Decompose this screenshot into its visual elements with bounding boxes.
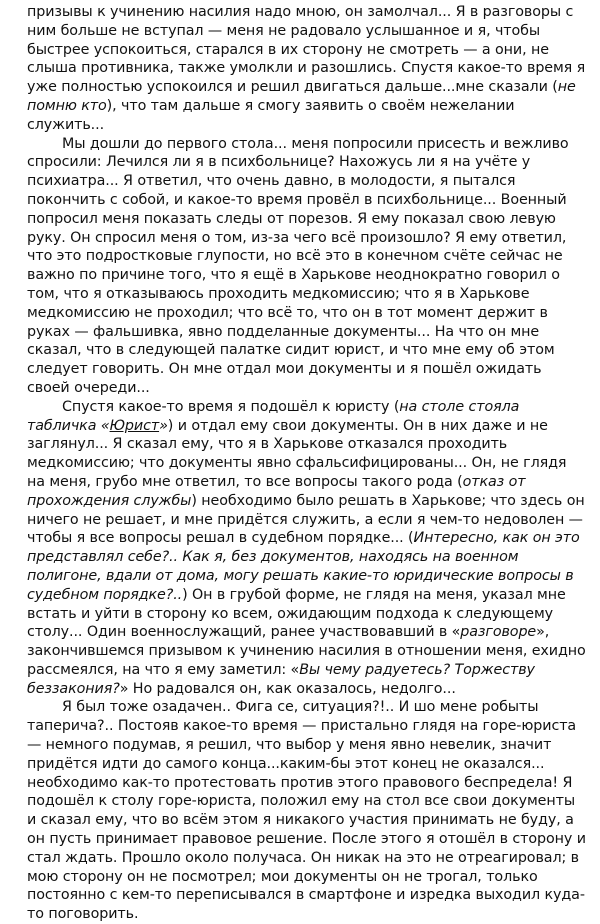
text-run: Спустя какое-то время я подошёл к юристу ( <box>62 398 400 415</box>
italic-run: Интересно, как он это представлял себе?.. Как я, без документов, находясь на военном полигоне, вдали от дома, могу решать какие-то юридические вопросы в судебном порядке?.. <box>27 530 580 603</box>
text-run: », закончившемся призывом к учинению насилия в отношении меня, ехидно рассмеялся, на что я ему заметил: « <box>27 624 586 678</box>
italic-underlined-run <box>110 418 160 434</box>
text-run: ), что там дальше я смогу заявить о своём нежелании служить... <box>27 97 515 133</box>
italic-run: отказ от прохождения службы <box>27 473 526 509</box>
paragraph-2 <box>27 135 588 398</box>
text-run: » Но радовался он, как оказалось, недолго... <box>119 680 456 697</box>
text-run: ) и отдал ему свои документы. Он в них даже и не заглянул... Я сказал ему, что я в Харькове отказался проходить медкомиссию; что документы явно сфальсифицированы... Он, не глядя на меня, грубо мне ответил, то все вопросы такого рода ( <box>27 417 567 490</box>
italic-run: не помню кто <box>27 79 576 114</box>
italic-run: разговоре <box>460 624 537 641</box>
italic-run: Вы чему радуетесь? Торжеству беззакония? <box>27 661 535 697</box>
italic-run: на столе стояла табличка « <box>27 398 520 434</box>
paragraph-4 <box>27 698 588 924</box>
italic-run: » <box>159 417 168 434</box>
text-run: ) Он в грубой форме, не глядя на меня, указал мне встать и уйти в сторону ко всем, ожидающим подхода к следующему столу... Один военнослужащий, ранее участвовавший в « <box>27 586 566 641</box>
paragraph-3 <box>27 398 588 699</box>
underlined-run: Юрист <box>109 417 160 434</box>
text-run: Мы дошли до первого стола... меня попросили присесть и вежливо спросили: Лечился ли я в психбольнице? Нахожусь ли я на учёте у психиатра... Я ответил, что очень давно, в молодости, я пытался покончить с собой, и какое-то время провёл в психбольнице... Военный попросил меня показать следы от порезов. Я ему показал свою левую руку. Он спросил меня о том, из-за чего всё произошло? Я ему ответил, что это подростковые глупости, но всё это в конечном счёте сейчас не важно по причине того, что я ещё в Харькове неоднократно говорил о том, что я отказываюсь проходить медкомиссию; что я в Харькове медкомиссию не проходил; что всё то, что он в тот момент держит в руках — фальшивка, явно подделанные документы... На что он мне сказал, что в следующей палатке сидит юрист, и что мне ему об этом следует говорить. Он мне отдал мои документы и я пошёл ожидать своей очереди... <box>27 135 569 396</box>
paragraph-1 <box>27 3 588 135</box>
text-run: Я был тоже озадачен.. Фига се, ситуация?!.. И шо мене робыты таперича?.. Постояв какое-то время — пристально глядя на горе-юриста — немного подумав, я решил, что выбор у меня явно невелик, значит придётся идти до самого конца...каким-бы этот конец не оказался... необходимо как-то протестовать против этого правового беспредела! Я подошёл к столу горе-юриста, положил ему на стол все свои документы и сказал ему, что во всём этом я никакого участия принимать не буду, а он пусть принимает правовое решение. После этого я отошёл в сторону и стал ждать. Прошло около получаса. Он никак на это не отреагировал; в мою сторону он не посмотрел; мои документы он не трогал, только постоянно с кем-то переписывался в смартфоне и изредка выходил куда-то поговорить. <box>27 699 586 923</box>
text-run: ) необходимо было решать в Харькове; что здесь он ничего не решает, и мне придётся служить, а если я чем-то недоволен — чтобы я все вопросы решал в судебном порядке... ( <box>27 492 585 547</box>
text-run: призывы к учинению насилия надо мною, он замолчал... Я в разговоры с ним больше не вступал — меня не радовало услышанное и я, чтобы быстрее успокоиться, старался в их сторону не смотреть — а они, не слыша противника, также умолкли и разошлись. Спустя какое-то время я уже полностью успокоился и решил двигаться дальше...мне сказали ( <box>27 4 586 96</box>
